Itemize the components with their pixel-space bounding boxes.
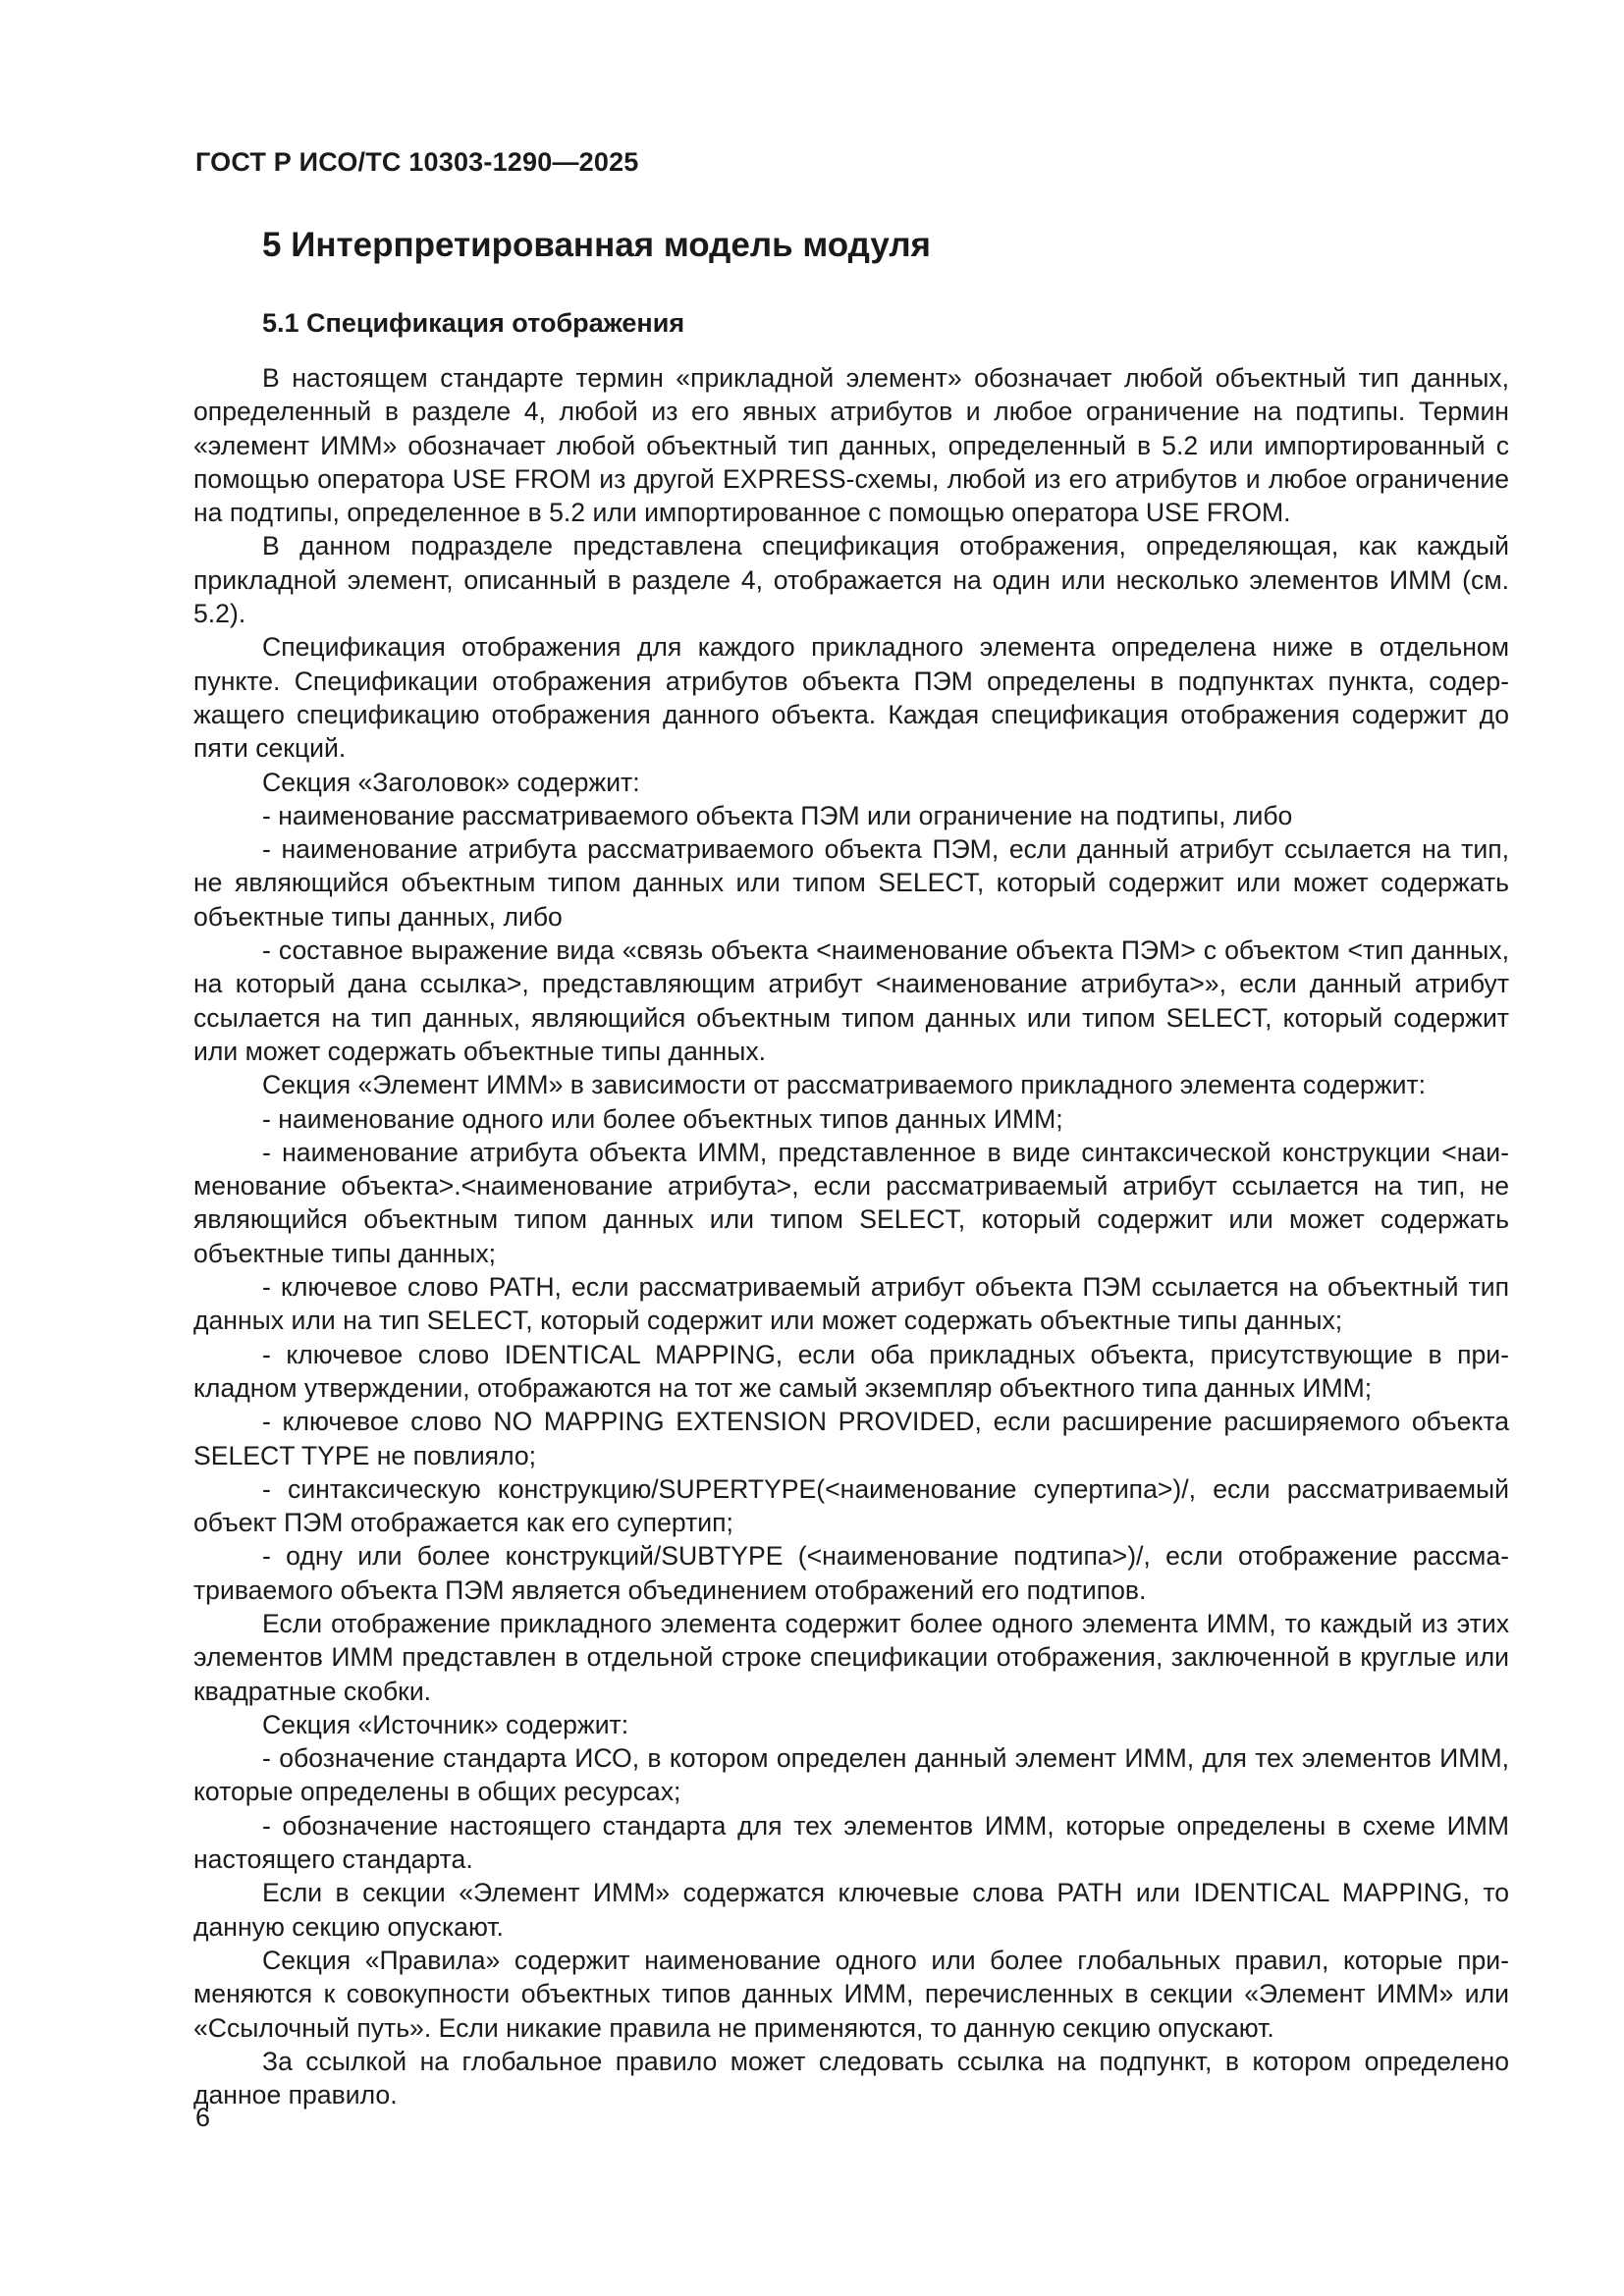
paragraph: За ссылкой на глобальное правило может следовать ссылка на подпункт, в котором определено данное правило. [193,2046,1509,2110]
paragraph: Если в секции «Элемент ИММ» содержатся ключевые слова PATH или IDENTICAL MAPPING, то данную секцию опускают. [193,1878,1509,1942]
list-item: - синтаксическую конструкцию/SUPERTYPE(<наименование супертипа>)/, если рассматриваемый объект ПЭМ отображается как его супертип; [193,1473,1509,1538]
list-item: - наименование атрибута объекта ИММ, представленное в виде синтаксической конструкции <наименование объекта>.<наименование атрибута>, если рассматриваемый атрибут ссылается на тип, не являющийся объектным типом данных или типом SELECT, который содержит или может содержать объектные типы данных; [193,1137,1509,1268]
list-item: - наименование рассматриваемого объекта ПЭМ или ограничение на подтипы, либо [262,800,1293,830]
paragraph: Секция «Источник» содержит: [262,1709,629,1739]
document-header: ГОСТ Р ИСО/ТС 10303-1290—2025 [195,147,639,177]
list-item: - ключевое слово PATH, если рассматриваемый атрибут объекта ПЭМ ссылается на объектный тип данных или на тип SELECT, который содержит или может содержать объектные типы данных; [193,1272,1509,1336]
list-item: - наименование одного или более объектных типов данных ИММ; [262,1103,1063,1134]
list-item: - обозначение стандарта ИСО, в котором определен данный элемент ИММ, для тех элементов ИММ, которые определены в общих ресурсах; [193,1743,1509,1807]
list-item: - ключевое слово NO MAPPING EXTENSION PROVIDED, если расширение расширяемого объекта SELECT TYPE не повлияло; [193,1407,1509,1470]
subsection-title: 5.1 Спецификация отображения [262,308,685,338]
list-item: - ключевое слово IDENTICAL MAPPING, если оба прикладных объекта, присутствующие в прикладном утверждении, отображаются на тот же самый экземпляр объектного типа данных ИММ; [193,1339,1509,1403]
section-title: 5 Интерпретированная модель модуля [262,226,931,264]
document-body [193,222,1509,2111]
paragraph: Секция «Элемент ИММ» в зависимости от рассматриваемого прикладного элемента содержит: [262,1070,1427,1100]
page-number: 6 [195,2103,211,2132]
list-item: - обозначение настоящего стандарта для тех элементов ИММ, которые определены в схеме ИММ настоящего стандарта. [193,1810,1509,1875]
paragraph: Секция «Заголовок» содержит: [262,767,640,797]
list-item: - наименование атрибута рассматриваемого объекта ПЭМ, если данный атрибут ссылается на тип, не являющийся объектным типом данных или типом SELECT, который содержит или может содержать объектные типы данных, либо [193,834,1509,932]
paragraph: Если отображение прикладного элемента содержит более одного элемента ИММ, то каждый из этих элементов ИММ представлен в отдельной строке спецификации отображения, заключенной в круглые или квадратные скобки. [193,1608,1509,1706]
paragraph: В настоящем стандарте термин «прикладной элемент» обозначает любой объектный тип данных, определенный в разделе 4, любой из его явных атрибутов и любое ограничение на подтипы. Термин «элемент ИММ» обозначает любой объектный тип данных, определенный в 5.2 или импортированный с помощью оператора USE FROM из другой EXPRESS-схемы, любой из его атрибутов и любое ограничение на подтипы, определенное в 5.2 или импортированное с помощью оператора USE FROM. [193,363,1509,528]
paragraph: Секция «Правила» содержит наименование одного или более глобальных правил, которые применяются к совокупности объектных типов данных ИММ, перечисленных в секции «Элемент ИММ» или «Ссылочный путь». Если никакие правила не применяются, то данную секцию опускают. [193,1945,1509,2043]
paragraph: Спецификация отображения для каждого прикладного элемента определена ниже в отдельном пункте. Спецификации отображения атрибутов объекта ПЭМ определены в подпунктах пункта, содержащего спецификацию отображения данного объекта. Каждая спецификация отображения содержит до пяти секций. [193,632,1509,764]
paragraph: В данном подразделе представлена спецификация отображения, определяющая, как каждый прикладной элемент, описанный в разделе 4, отображается на один или несколько элементов ИММ (см. 5.2). [193,531,1509,629]
list-item: - одну или более конструкций/SUBTYPE (<наименование подтипа>)/, если отображение рассматриваемого объекта ПЭМ является объединением отображений его подтипов. [193,1541,1509,1605]
list-item: - составное выражение вида «связь объекта <наименование объекта ПЭМ> с объектом <тип данных, на который дана ссылка>, представляющим атрибут <наименование атрибута>», если данный атрибут ссылается на тип данных, являющийся объектным типом данных или типом SELECT, который содержит или может содержать объектные типы данных. [193,935,1509,1066]
